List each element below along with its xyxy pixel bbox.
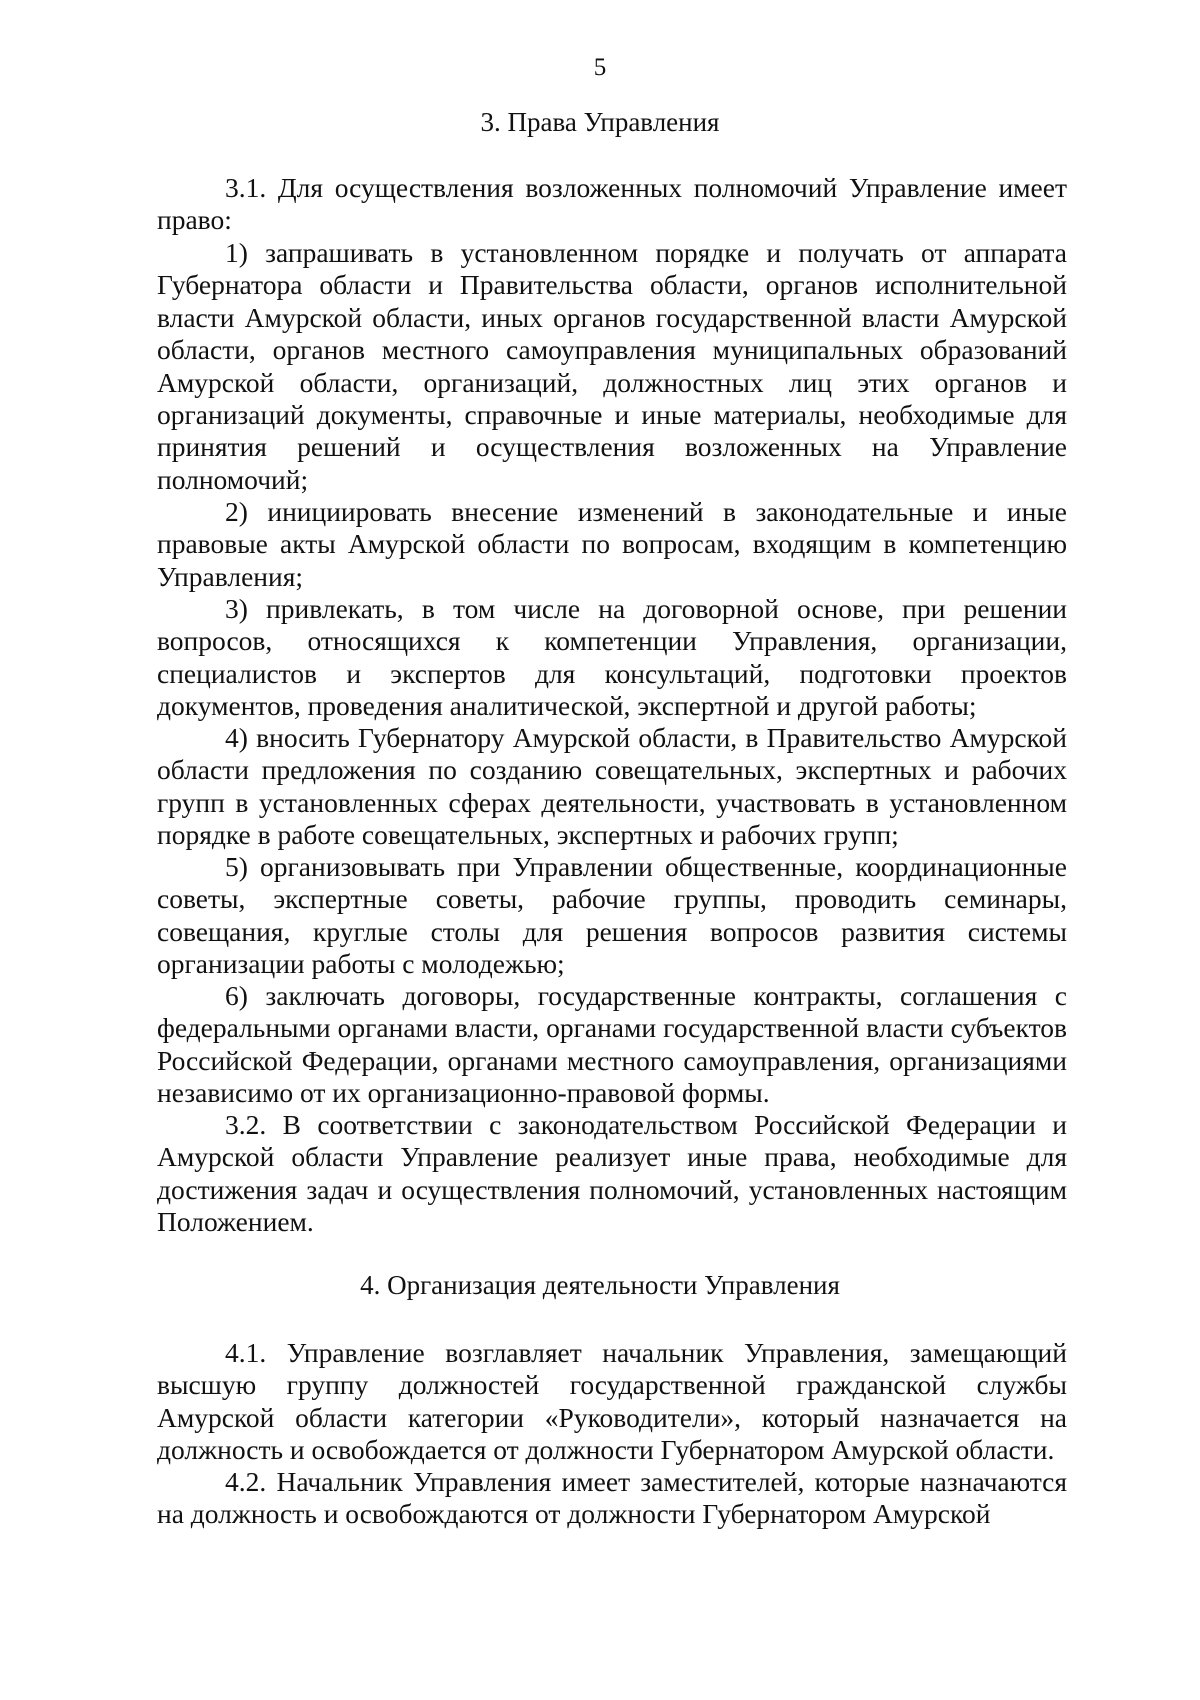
paragraph-4-1: 4.1. Управление возглавляет начальник Управления, замещающий высшую группу должностей государственной гражданской службы Амурской области категории «Руководители», который назначается на должность и освобождается от должности Губернатором Амурской области. (157, 1337, 1067, 1466)
list-item: 3) привлекать, в том числе на договорной основе, при решении вопросов, относящихся к компетенции Управления, организации, специалистов и экспертов для консультаций, подготовки проектов документов, проведения аналитической, экспертной и другой работы; (157, 593, 1067, 722)
list-item: 2) инициировать внесение изменений в законодательные и иные правовые акты Амурской области по вопросам, входящим в компетенцию Управления; (157, 496, 1067, 592)
page-number: 5 (593, 54, 607, 81)
list-item: 6) заключать договоры, государственные контракты, соглашения с федеральными органами власти, органами государственной власти субъектов Российской Федерации, органами местного самоуправления, организациями независимо от их организационно-правовой формы. (157, 980, 1067, 1109)
list-item: 5) организовывать при Управлении общественные, координационные советы, экспертные советы, рабочие группы, проводить семинары, совещания, круглые столы для решения вопросов развития системы организации работы с молодежью; (157, 851, 1067, 980)
section-4-title: 4. Организация деятельности Управления (360, 1270, 840, 1300)
paragraph-3-2: 3.2. В соответствии с законодательством Российской Федерации и Амурской области Управление реализует иные права, необходимые для достижения задач и осуществления полномочий, установленных настоящим Положением. (157, 1109, 1067, 1238)
list-item: 1) запрашивать в установленном порядке и получать от аппарата Губернатора области и Правительства области, органов исполнительной власти Амурской области, иных органов государственной власти Амурской области, органов местного самоуправления муниципальных образований Амурской области, организаций, должностных лиц этих органов и организаций документы, справочные и иные материалы, необходимые для принятия решений и осуществления возложенных на Управление полномочий; (157, 237, 1067, 495)
paragraph-4-2: 4.2. Начальник Управления имеет заместителей, которые назначаются на должность и освобождаются от должности Губернатором Амурской (157, 1466, 1067, 1530)
section-3-title: 3. Права Управления (480, 107, 720, 137)
list-item: 4) вносить Губернатору Амурской области, в Правительство Амурской области предложения по созданию совещательных, экспертных и рабочих групп в установленных сферах деятельности, участвовать в установленном порядке в работе совещательных, экспертных и рабочих групп; (157, 722, 1067, 851)
paragraph-3-1: 3.1. Для осуществления возложенных полномочий Управление имеет право: (157, 172, 1067, 236)
